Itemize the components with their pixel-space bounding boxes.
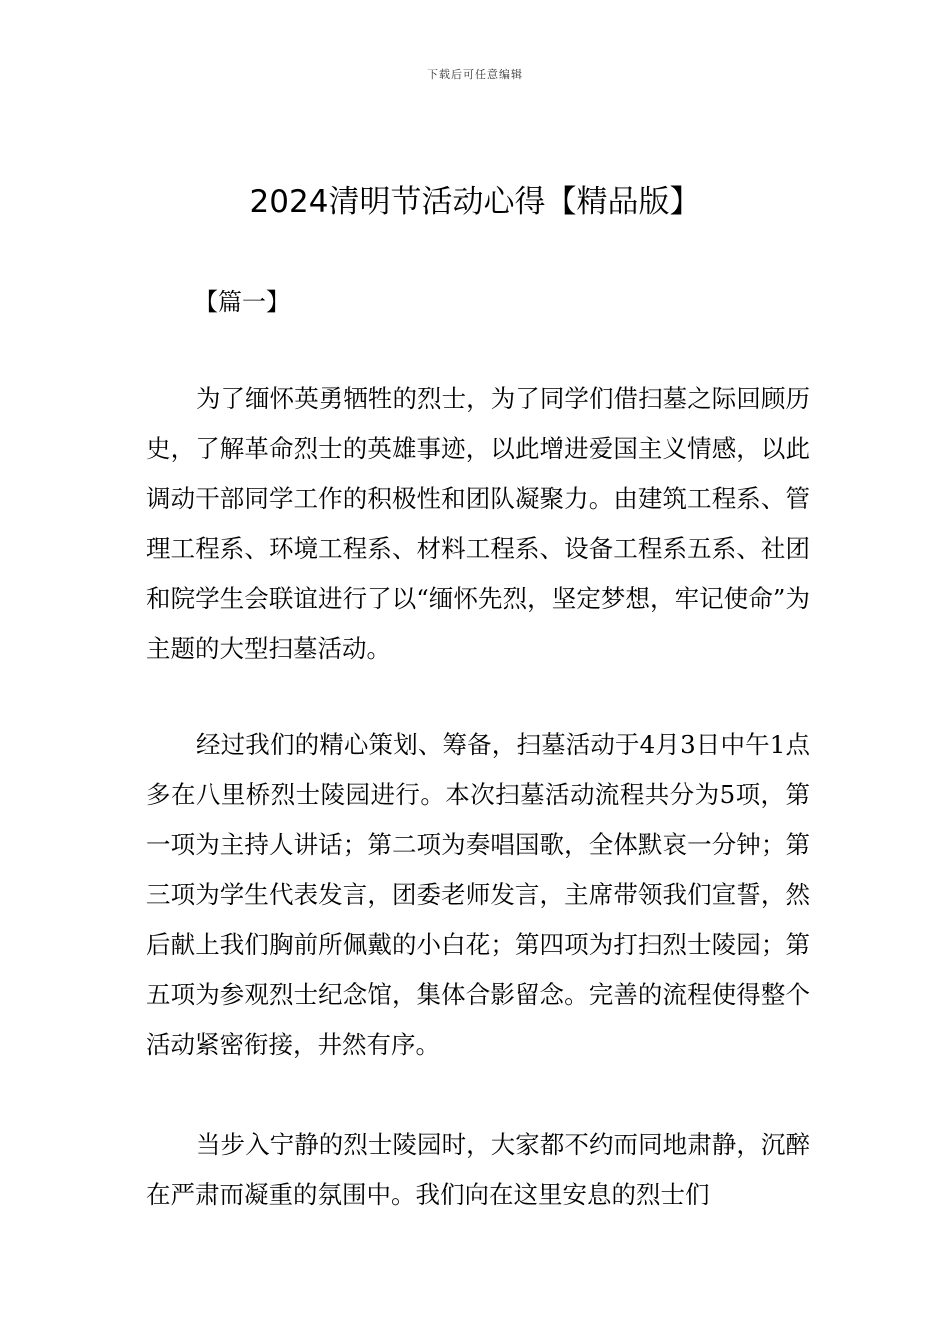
document-title: 2024清明节活动心得【精品版】 <box>249 184 701 220</box>
paragraph: 经过我们的精心策划、筹备，扫墓活动于4月3日中午1点多在八里桥烈士陵园进行。本次扫墓活动流程共分为5项，第一项为主持人讲话；第二项为奏唱国歌，全体默哀一分钟；第三项为学生代表发言，团委老师发言，主席带领我们宣誓，然后献上我们胸前所佩戴的小白花；第四项为打扫烈士陵园；第五项为参观烈士纪念馆，集体合影留念。完善的流程使得整个活动紧密衔接，井然有序。 <box>146 730 810 1059</box>
section-label: 【篇一】 <box>194 288 290 316</box>
paragraph: 当步入宁静的烈士陵园时，大家都不约而同地肃静，沉醉在严肃而凝重的氛围中。我们向在这里安息的烈士们 <box>146 1130 810 1209</box>
paragraph: 为了缅怀英勇牺牲的烈士，为了同学们借扫墓之际回顾历史，了解革命烈士的英雄事迹，以此增进爱国主义情感，以此调动干部同学工作的积极性和团队凝聚力。由建筑工程系、管理工程系、环境工程系、材料工程系、设备工程系五系、社团和院学生会联谊进行了以“缅怀先烈，坚定梦想，牢记使命”为主题的大型扫墓活动。 <box>146 384 810 663</box>
header-note: 下载后可任意编辑 <box>427 68 523 81</box>
